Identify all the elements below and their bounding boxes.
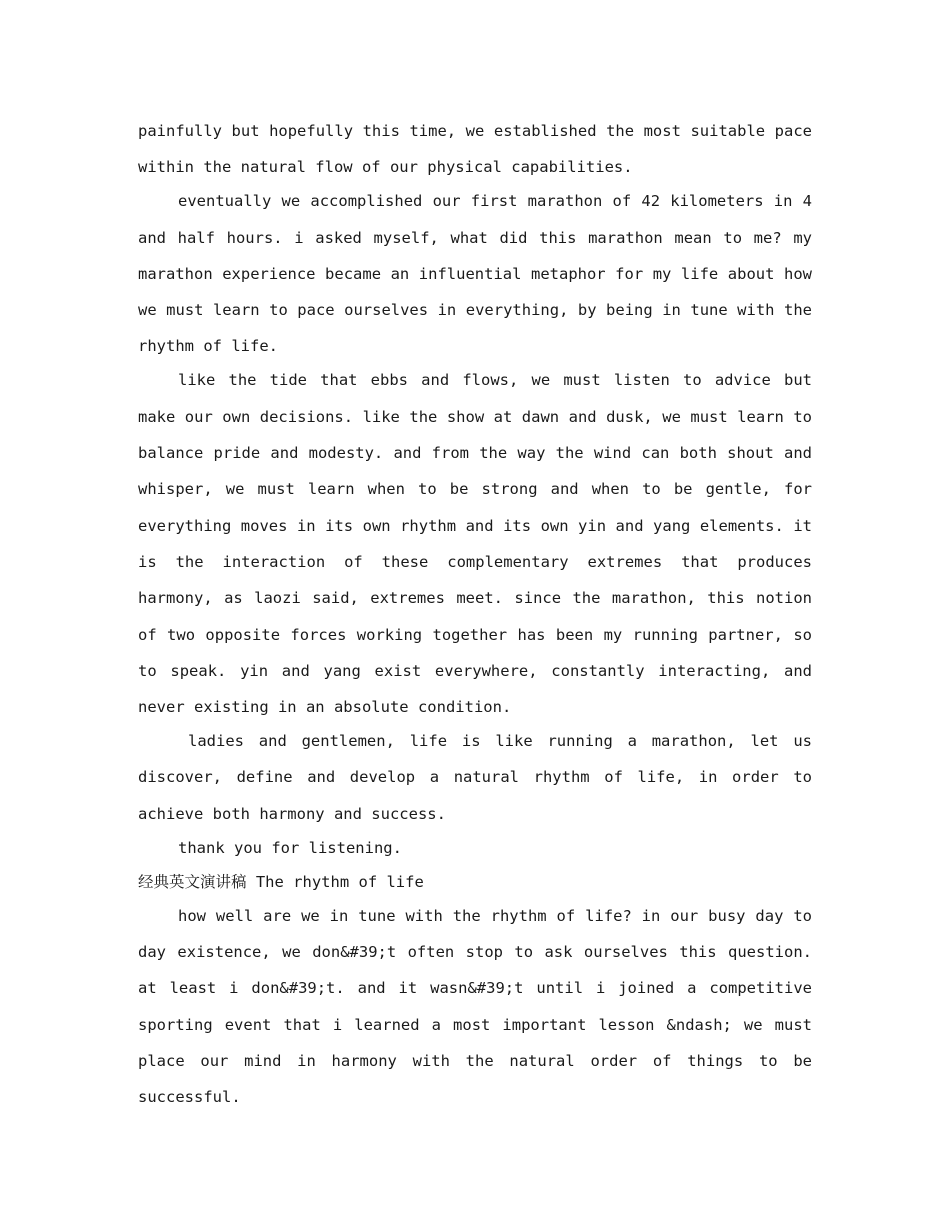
paragraph-yin-yang: like the tide that ebbs and flows, we must listen to advice but make our own decisions. like the show at dawn and dusk, we must learn to balance pride and modesty. and from the way the wind can both shout and whisper, we must learn when to be strong and when to be gentle, for everything moves in its own rhythm and its own yin and yang elements. it is the interaction of these complementary extremes that produces harmony, as laozi said, extremes meet. since the marathon, this notion of two opposite forces working together has been my running partner, so to speak. yin and yang exist everywhere, constantly interacting, and never existing in an absolute condition.	[138, 371, 812, 717]
paragraph-thanks: thank you for listening.	[178, 838, 402, 857]
speech-title: 经典英文演讲稿 The rhythm of life	[138, 872, 424, 891]
document-body	[138, 113, 812, 1116]
paragraph-closing: ladies and gentlemen, life is like running a marathon, let us discover, define and develop a natural rhythm of life, in order to achieve both harmony and success.	[138, 732, 812, 823]
paragraph-intro: how well are we in tune with the rhythm of life? in our busy day to day existence, we don&#39;t often stop to ask ourselves this question. at least i don&#39;t. and it wasn&#39;t until i joined a competitive sporting event that i learned a most important lesson &ndash; we must place our mind in harmony with the natural order of things to be successful.	[138, 906, 812, 1107]
paragraph-continuation: painfully but hopefully this time, we established the most suitable pace within the natural flow of our physical capabilities.	[138, 122, 812, 177]
paragraph-marathon-result: eventually we accomplished our first marathon of 42 kilometers in 4 and half hours. i asked myself, what did this marathon mean to me? my marathon experience became an influential metaphor for my life about how we must learn to pace ourselves in everything, by being in tune with the rhythm of life.	[138, 192, 812, 356]
